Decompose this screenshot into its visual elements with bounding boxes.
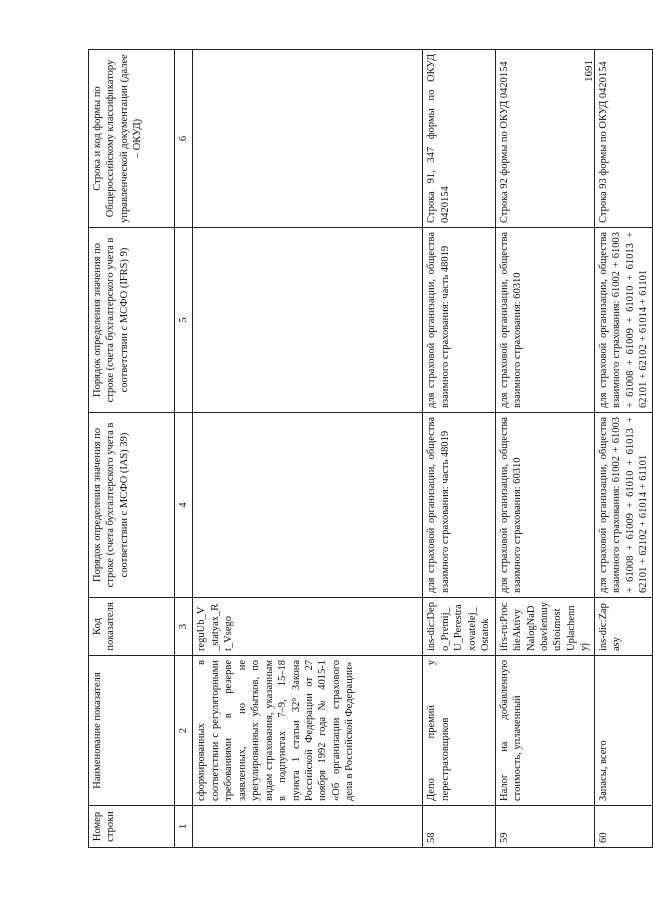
ias39-method: для страховой организации, общества взаимного страхования: 61002 + 61003 + 61008 + 61009 + 61010 + 61013 + 62101 + 62102 + 61014 + 61101 bbox=[594, 413, 653, 598]
header-ifrs9-method: Порядок определения значения по строке (счета бухгалтерского учета в соответствии с МСФО (IFRS) 9) bbox=[89, 228, 175, 413]
indicator-code: ifrs-ru:ProchieAktivyNalogNaDobavlennuyuStoimostUplachennyj bbox=[495, 598, 594, 656]
table-header-row bbox=[89, 50, 175, 848]
ifrs9-method bbox=[193, 228, 423, 413]
header-row-number: Номер строки bbox=[89, 806, 175, 848]
column-number: 3 bbox=[175, 598, 193, 656]
indicator-code: ins-dic:Zapasy bbox=[594, 598, 653, 656]
ifrs9-method: для страховой организации, общества взаимного страхования: 61002 + 61003 + 61008 + 61009 + 61010 + 61013 + 62101 + 62102 + 61014 + 61101 bbox=[594, 228, 653, 413]
row-number: 59 bbox=[495, 806, 594, 848]
indicator-name: сформированных в соответствии с регуляторными требованиями в резерве заявленных, но не урегулированных убытков, по видам страхования, указанным в подпунктах 7–9, 15–18 пункта 1 статьи 32⁹ Закона Российской Федерации от 27 ноября 1992 года № 4015-1 «Об организации страхового дела в Российской Федерации» bbox=[193, 656, 423, 806]
table-row bbox=[193, 50, 423, 848]
column-number: 2 bbox=[175, 656, 193, 806]
column-number: 5 bbox=[175, 228, 193, 413]
table-row bbox=[423, 50, 495, 848]
okud-form: Строка 92 формы по ОКУД 0420154 bbox=[495, 50, 594, 228]
ias39-method: для страховой организации, общества взаимного страхования: 60310 bbox=[495, 413, 594, 598]
indicator-code: reguUb_V_statyax_Rt_Vsego bbox=[193, 598, 423, 656]
ias39-method bbox=[193, 413, 423, 598]
ifrs9-method: для страховой организации, общества взаимного страхования: 60310 bbox=[495, 228, 594, 413]
okud-form: Строка 93 формы по ОКУД 0420154 bbox=[594, 50, 653, 228]
column-number: 4 bbox=[175, 413, 193, 598]
indicator-name: Налог на добавленную стоимость, уплаченный bbox=[495, 656, 594, 806]
ifrs9-method: для страховой организации, общества взаимного страхования: часть 48019 bbox=[423, 228, 495, 413]
header-ias39-method: Порядок определения значения по строке (счета бухгалтерского учета в соответствии с МСФО (IAS) 39) bbox=[89, 413, 175, 598]
indicator-name: Запасы, всего bbox=[594, 656, 653, 806]
header-indicator-name: Наименование показателя bbox=[89, 656, 175, 806]
row-number: 60 bbox=[594, 806, 653, 848]
indicator-code: ins-dic:Depo_Premij_U_Perestraxovatelej_Ostatok bbox=[423, 598, 495, 656]
okud-form bbox=[193, 50, 423, 228]
header-okud-form: Строка и код формы по Общероссийскому классификатору управленческой документации (далее – ОКУД) bbox=[89, 50, 175, 228]
table-row bbox=[495, 50, 594, 848]
column-number: 6 bbox=[175, 50, 193, 228]
indicator-name: Депо премий у перестраховщиков bbox=[423, 656, 495, 806]
column-number-row bbox=[175, 50, 193, 848]
row-number bbox=[193, 806, 423, 848]
indicator-table bbox=[88, 49, 653, 848]
table-row bbox=[594, 50, 653, 848]
ias39-method: для страховой организации, общества взаимного страхования: часть 48019 bbox=[423, 413, 495, 598]
okud-form: Строка 91, 347 формы по ОКУД 0420154 bbox=[423, 50, 495, 228]
row-number: 58 bbox=[423, 806, 495, 848]
column-number: 1 bbox=[175, 806, 193, 848]
header-indicator-code: Код показателя bbox=[89, 598, 175, 656]
page-number: 1691 bbox=[583, 60, 595, 82]
